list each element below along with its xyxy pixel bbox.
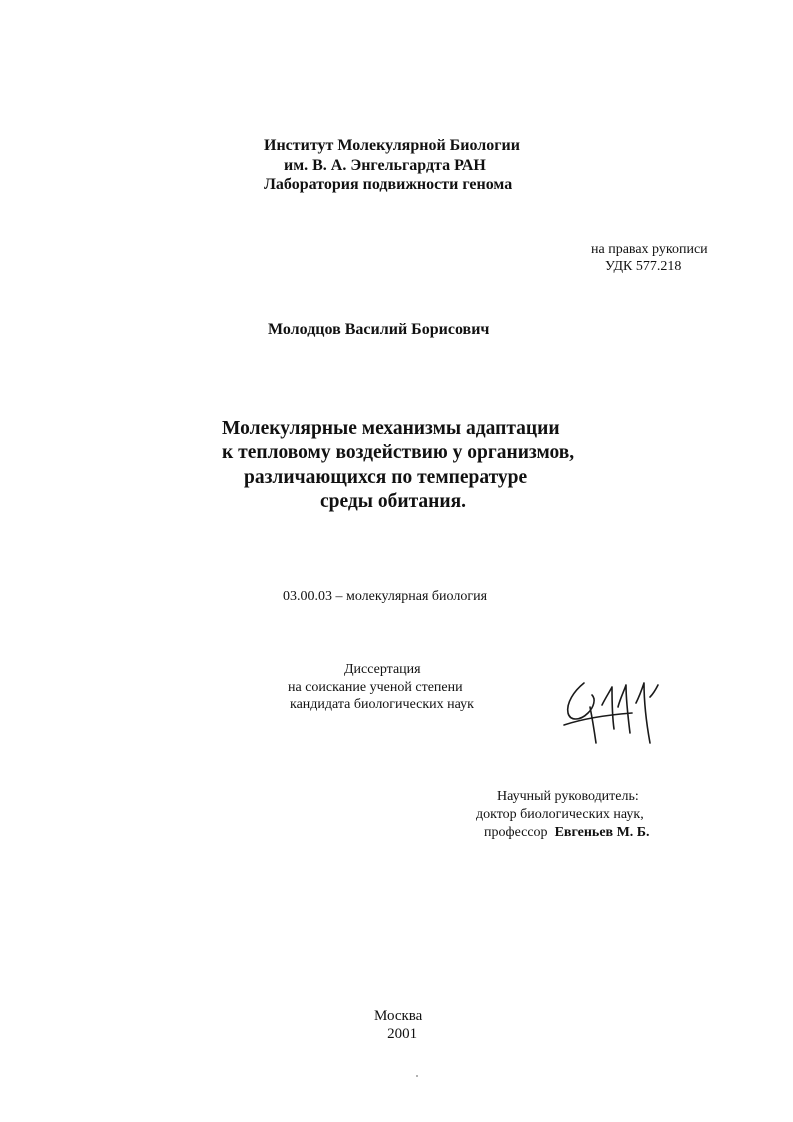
- advisor-degree: доктор биологических наук,: [476, 807, 644, 823]
- city: Москва: [374, 1008, 423, 1024]
- handwritten-signature: [562, 677, 666, 747]
- dissertation-degree: [288, 661, 474, 714]
- place-and-year: [374, 1007, 422, 1044]
- dissertation-label: Диссертация: [344, 662, 421, 677]
- degree-purpose: на соискание ученой степени: [288, 679, 463, 695]
- institute-name: Институт Молекулярной Биологии: [264, 137, 520, 154]
- title-line: Молекулярные механизмы адаптации: [222, 418, 560, 439]
- institution-header: [264, 136, 520, 195]
- scan-speck: [416, 1075, 418, 1077]
- advisor-name: Евгеньев М. Б.: [554, 825, 650, 841]
- degree-name: кандидата биологических наук: [290, 697, 474, 712]
- scientific-advisor: [476, 788, 650, 843]
- institute-named-after: им. В. А. Энгельгардта РАН: [284, 156, 486, 174]
- title-line: среды обитания.: [320, 491, 467, 513]
- rights-block: [591, 241, 708, 275]
- manuscript-rights: на правах рукописи: [591, 242, 708, 257]
- advisor-label: Научный руководитель:: [497, 789, 639, 804]
- author-name: Молодцов Василий Борисович: [268, 321, 490, 338]
- title-line: различающихся по температуре: [244, 466, 528, 488]
- title-line: к тепловому воздействию у организмов,: [222, 442, 575, 464]
- laboratory-name: Лаборатория подвижности генома: [264, 176, 513, 194]
- advisor-position: профессор: [484, 825, 548, 841]
- specialty-code: 03.00.03 – молекулярная биология: [283, 589, 488, 604]
- udc-code: УДК 577.218: [605, 259, 682, 275]
- year: 2001: [387, 1026, 418, 1043]
- dissertation-title: [222, 417, 574, 515]
- advisor-line: [476, 824, 650, 842]
